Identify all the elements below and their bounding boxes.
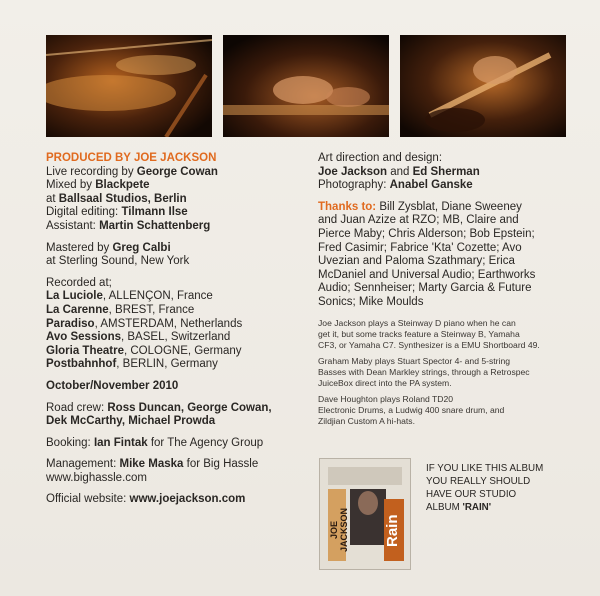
photo-piano [223, 35, 389, 137]
art-direction-label: Art direction and design: [318, 152, 443, 164]
digital-editing-credit: Digital editing: Tilmann Ilse [46, 206, 188, 219]
photography-credit: Photography: Anabel Ganske [318, 179, 473, 192]
thanks-line: and Juan Azize at RZO; MB, Claire and [318, 214, 519, 227]
rain-album-cover [319, 458, 411, 570]
venue-item: La Luciole, ALLENÇON, France [46, 290, 213, 303]
piano-hands-photo-icon [223, 35, 389, 137]
thanks-line: McDaniel and Universal Audio; Earthworks [318, 268, 536, 281]
mastered-by-credit: Mastered by Greg Calbi [46, 241, 171, 254]
official-website: Official website: www.joejackson.com [46, 493, 246, 506]
piano-note: Joe Jackson plays a Steinway D piano when he can get it, but some tracks feature a Steinway B, Yamaha CF3, or Yamaha C7. Synthesizer is a EMU Shortboard 49. [318, 317, 540, 350]
thanks-block [318, 201, 578, 310]
management-url: www.bighassle.com [46, 471, 147, 484]
venue-item: Avo Sessions, BASEL, Switzerland [46, 331, 231, 344]
album-promo: IF YOU LIKE THIS ALBUM YOU REALLY SHOULD HAVE OUR STUDIO ALBUM 'RAIN' [426, 463, 544, 513]
venue-list [46, 290, 296, 372]
photo-drums [46, 35, 212, 137]
produced-by-heading: PRODUCED BY JOE JACKSON [46, 152, 217, 164]
recording-dates: October/November 2010 [46, 379, 179, 392]
mastered-at-credit: at Sterling Sound, New York [46, 255, 190, 268]
bass-guitar-photo-icon [400, 35, 566, 137]
thanks-line: Pierce Maby; Chris Alderson; Bob Epstein; [318, 227, 535, 240]
live-recording-credit: Live recording by George Cowan [46, 165, 218, 178]
assistant-credit: Assistant: Martin Schattenberg [46, 219, 211, 232]
venue-item: Gloria Theatre, COLOGNE, Germany [46, 344, 242, 357]
photo-bass [400, 35, 566, 137]
thanks-line: Thanks to: Bill Zysblat, Diane Sweeney [318, 200, 522, 213]
thanks-line: Audio; Sennheiser; Marty Garcia & Future [318, 282, 532, 295]
credits-right-column [318, 152, 578, 427]
thanks-label: Thanks to: [318, 200, 377, 213]
bass-note: Graham Maby plays Stuart Spector 4- and 5-string Basses with Dean Markley strings, through a Retrospec JuiceBox direct into the PA system. [318, 355, 530, 388]
management-credit: Management: Mike Maska for Big Hassle [46, 458, 259, 471]
recorded-at-label: Recorded at; [46, 276, 112, 289]
venue-item: Postbahnhof, BERLIN, Germany [46, 358, 218, 371]
venue-item: Paradiso, AMSTERDAM, Netherlands [46, 317, 243, 330]
thanks-line: Sonics; Mike Moulds [318, 295, 424, 308]
thanks-line: Uvezian and Paloma Szathmary; Erica [318, 255, 515, 268]
venue-item: La Carenne, BREST, France [46, 303, 195, 316]
thanks-line: Fred Casimir; Fabrice 'Kta' Cozette; Avo [318, 241, 522, 254]
art-direction-names: Joe Jackson and Ed Sherman [318, 165, 480, 178]
credits-left-column [46, 152, 296, 507]
album-cover-artist: JOE JACKSON [329, 508, 349, 553]
booking-credit: Booking: Ian Fintak for The Agency Group [46, 436, 264, 449]
drum-kit-photo-icon [46, 35, 212, 137]
road-crew-credit: Road crew: Ross Duncan, George Cowan, [46, 401, 272, 414]
road-crew-credit-cont: Dek McCarthy, Michael Prowda [46, 415, 216, 428]
drums-note: Dave Houghton plays Roland TD20 Electronic Drums, a Ludwig 400 snare drum, and Zildjian Custom A hi-hats. [318, 393, 505, 426]
mixed-by-credit: Mixed by Blackpete [46, 179, 150, 192]
studio-credit: at Ballsaal Studios, Berlin [46, 192, 187, 205]
album-cover-title: Rain [384, 514, 401, 548]
